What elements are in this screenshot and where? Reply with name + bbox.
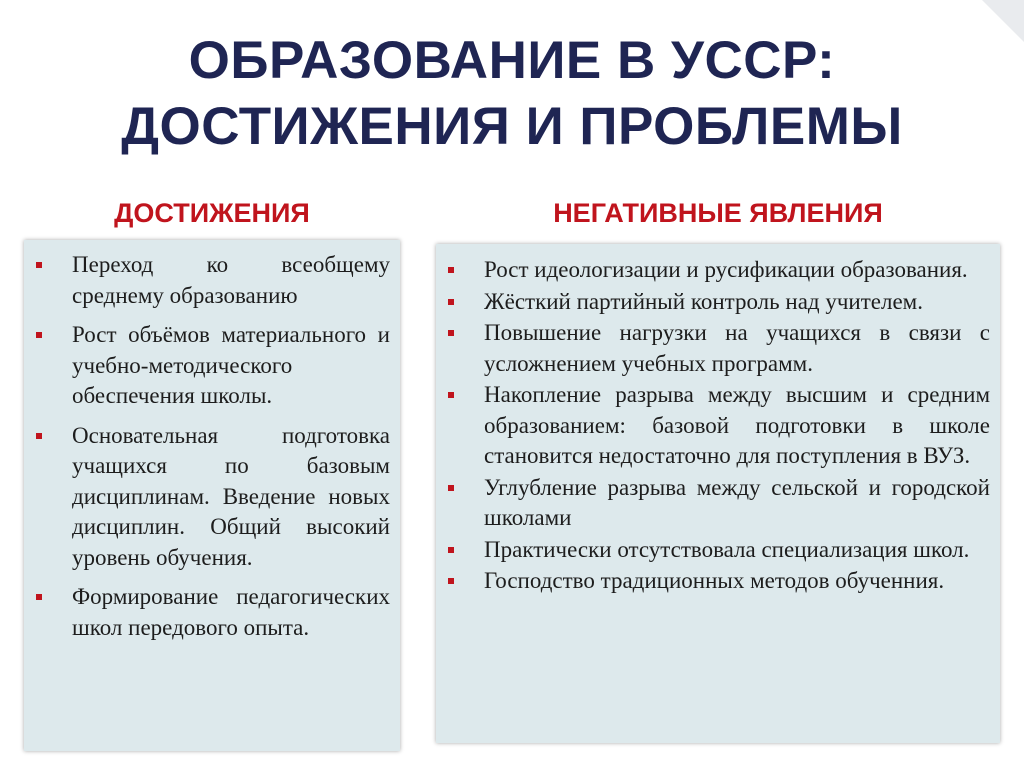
negative-item: [484, 473, 990, 534]
bullet-square-icon: [448, 267, 454, 273]
negative-item: [484, 318, 990, 379]
negative-item-text: Практически отсутствовала специализация школ.: [484, 536, 970, 562]
achievement-item: [72, 250, 390, 311]
achievement-item-text: Рост объёмов материального и учебно-методического обеспечения школы.: [72, 322, 390, 408]
bullet-square-icon: [36, 262, 42, 268]
bullet-square-icon: [448, 485, 454, 491]
page-title: [0, 28, 1024, 160]
bullet-square-icon: [448, 547, 454, 553]
title-line-1: ОБРАЗОВАНИЕ В УССР:: [188, 31, 836, 90]
achievement-item-text: Формирование педагогических школ передового опыта.: [72, 584, 390, 640]
achievement-item: [72, 421, 390, 574]
negative-item: [484, 380, 990, 472]
negative-item-text: Углубление разрыва между сельской и городской школами: [484, 474, 990, 530]
negative-item: [484, 255, 990, 286]
bullet-square-icon: [36, 332, 42, 338]
negative-item: [484, 287, 990, 318]
negatives-list: [484, 255, 990, 597]
bullet-square-icon: [36, 594, 42, 600]
achievements-panel: [24, 240, 400, 751]
achievements-list: [72, 250, 390, 643]
bullet-square-icon: [36, 433, 42, 439]
achievements-heading: ДОСТИЖЕНИЯ: [114, 198, 310, 228]
achievement-item: [72, 320, 390, 412]
title-line-2: ДОСТИЖЕНИЯ И ПРОБЛЕМЫ: [121, 97, 903, 156]
negative-item-text: Повышение нагрузки на учащихся в связи с усложнением учебных программ.: [484, 320, 990, 376]
achievement-item-text: Переход ко всеобщему среднему образованию: [72, 252, 390, 308]
negative-item-text: Накопление разрыва между высшим и средним образованием: базовой подготовки в школе становится недостаточно для поступления в ВУЗ.: [484, 382, 990, 468]
bullet-square-icon: [448, 578, 454, 584]
negative-item-text: Жёсткий партийный контроль над учителем.: [484, 288, 923, 314]
bullet-square-icon: [448, 392, 454, 398]
negative-item-text: Господство традиционных методов обученния.: [484, 568, 945, 593]
achievement-item: [72, 582, 390, 643]
negative-item: [484, 535, 990, 566]
bullet-square-icon: [448, 299, 454, 305]
bullet-square-icon: [448, 330, 454, 336]
achievement-item-text: Основательная подготовка учащихся по базовым дисциплинам. Введение новых дисциплин. Общий высокий уровень обучения.: [72, 422, 390, 570]
negative-item-text: Рост идеологизации и русификации образования.: [484, 257, 968, 282]
negative-item: [484, 566, 990, 597]
negatives-panel: [436, 244, 1000, 743]
negatives-heading: НЕГАТИВНЫЕ ЯВЛЕНИЯ: [553, 198, 883, 228]
